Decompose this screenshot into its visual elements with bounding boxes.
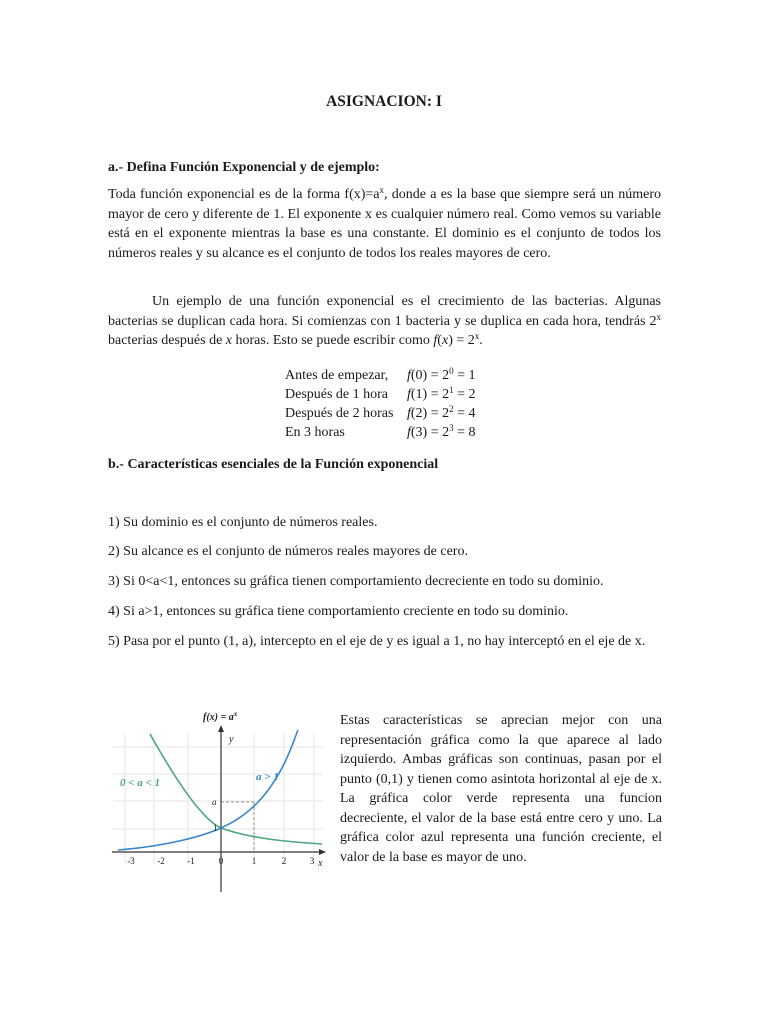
table-value: [407, 404, 476, 423]
table-exp: 2: [449, 404, 454, 414]
table-value: [407, 385, 476, 404]
table-result: = 1: [453, 368, 476, 383]
definition-exponent: x: [379, 185, 384, 195]
example-var-x: x: [225, 333, 233, 348]
x-tick-label: 1: [251, 856, 257, 866]
x-tick-label: -3: [127, 856, 135, 866]
table-label: Antes de empezar,: [285, 368, 389, 383]
point-1-label: 1: [213, 823, 218, 833]
table-result: = 4: [453, 406, 476, 421]
table-arg: (1) = 2: [410, 387, 450, 402]
example-paragraph: [108, 292, 661, 351]
exponential-graph: [108, 704, 330, 896]
table-result: = 2: [453, 387, 476, 402]
y-axis-arrow: [218, 725, 224, 732]
x-axis-label: x: [318, 858, 323, 869]
increasing-curve: [118, 730, 298, 850]
example-formula-open: (: [437, 333, 442, 348]
table-label: Después de 1 hora: [285, 387, 389, 402]
table-arg: (0) = 2: [410, 368, 450, 383]
table-f: f: [407, 406, 411, 421]
example-text-3: horas. Esto se puede escribir como: [232, 333, 434, 348]
example-formula-x: x: [441, 333, 449, 348]
example-formula-f: f: [433, 333, 438, 348]
example-text-1: Un ejemplo de una función exponencial es el crecimiento de las bacterias. Algunas bacterias se duplican cada hora. Si comienzas con 1 bacteria y se duplica en cada hora, tendrás 2: [108, 294, 661, 329]
list-item: 5) Pasa por el punto (1, a), intercepto en el eje de y es igual a 1, no hay interceptó en el eje de x.: [108, 634, 646, 649]
table-exp: 1: [449, 385, 454, 395]
section-b-heading: b.- Características esenciales de la Función exponencial: [108, 457, 439, 472]
page-title: ASIGNACION: I: [326, 93, 442, 110]
formula-label: $f(x) = a^x$: [203, 710, 238, 723]
example-end: .: [479, 333, 483, 348]
example-exponent-1: x: [656, 311, 661, 322]
graph-grid: [113, 734, 323, 864]
x-tick-label: -2: [157, 856, 165, 866]
x-tick-label: 2: [281, 856, 287, 866]
table-value: [407, 366, 476, 385]
bacteria-table-values: [407, 366, 476, 442]
x-axis-arrow: [319, 849, 326, 855]
definition-paragraph: [108, 185, 661, 263]
list-item: 2) Su alcance es el conjunto de números reales mayores de cero.: [108, 544, 468, 559]
table-f: f: [407, 387, 411, 402]
example-formula-mid: ) = 2: [448, 333, 475, 348]
definition-text-2: , donde a es la base que siempre será un número mayor de cero y diferente de 1. El exponente x es cualquier número real. Como vemos su variable está en el exponente mientras la base es una constante. El dominio es el conjunto de todos los números reales y su alcance es el conjunto de todos los reales mayores de cero.: [108, 187, 661, 261]
graph-explanation: Estas características se aprecian mejor con una representación gráfica como la que aparece al lado izquierdo. Ambas gráficas son continuas, pasan por el punto (0,1) y tienen como asintota horizontal al eje de x. La gráfica color verde representa una funcion decreciente, el valor de la base está entre cero y uno. La gráfica color azul representa una función creciente, el valor de la base es mayor de uno.: [340, 713, 662, 865]
table-result: = 8: [453, 425, 476, 440]
section-a-heading: a.- Defina Función Exponencial y de ejemplo:: [108, 160, 380, 175]
y-axis-label: y: [229, 734, 234, 745]
increasing-label: a > 1: [256, 771, 279, 783]
table-label: Después de 2 horas: [285, 406, 394, 421]
example-exponent-2: x: [474, 331, 480, 341]
list-item: 4) Si a>1, entonces su gráfica tiene comportamiento creciente en todo su dominio.: [108, 604, 569, 619]
table-exp: 3: [449, 423, 454, 433]
x-tick-label: 3: [309, 856, 315, 866]
x-tick-label: -1: [187, 856, 195, 866]
decreasing-label: 0 < a < 1: [120, 777, 161, 789]
x-tick-label: 0: [218, 856, 224, 866]
table-f: f: [407, 425, 411, 440]
table-f: f: [407, 368, 411, 383]
table-arg: (3) = 2: [410, 425, 450, 440]
example-text-2: bacterias después de: [108, 333, 226, 348]
table-value: [407, 423, 476, 442]
decreasing-curve: [150, 734, 322, 844]
x-tick-labels: [127, 856, 315, 866]
list-item: 3) Si 0<a<1, entonces su gráfica tienen comportamiento decreciente en todo su dominio.: [108, 574, 604, 589]
bacteria-table-labels: [285, 366, 393, 442]
list-item: 1) Su dominio es el conjunto de números reales.: [108, 515, 378, 530]
exponential-graph-figure: [108, 704, 330, 896]
table-arg: (2) = 2: [410, 406, 450, 421]
table-label: En 3 horas: [285, 425, 345, 440]
point-a-label: a: [212, 797, 217, 807]
definition-text-1: Toda función exponencial es de la forma f(x)=a: [108, 187, 380, 202]
table-exp: 0: [449, 366, 454, 376]
